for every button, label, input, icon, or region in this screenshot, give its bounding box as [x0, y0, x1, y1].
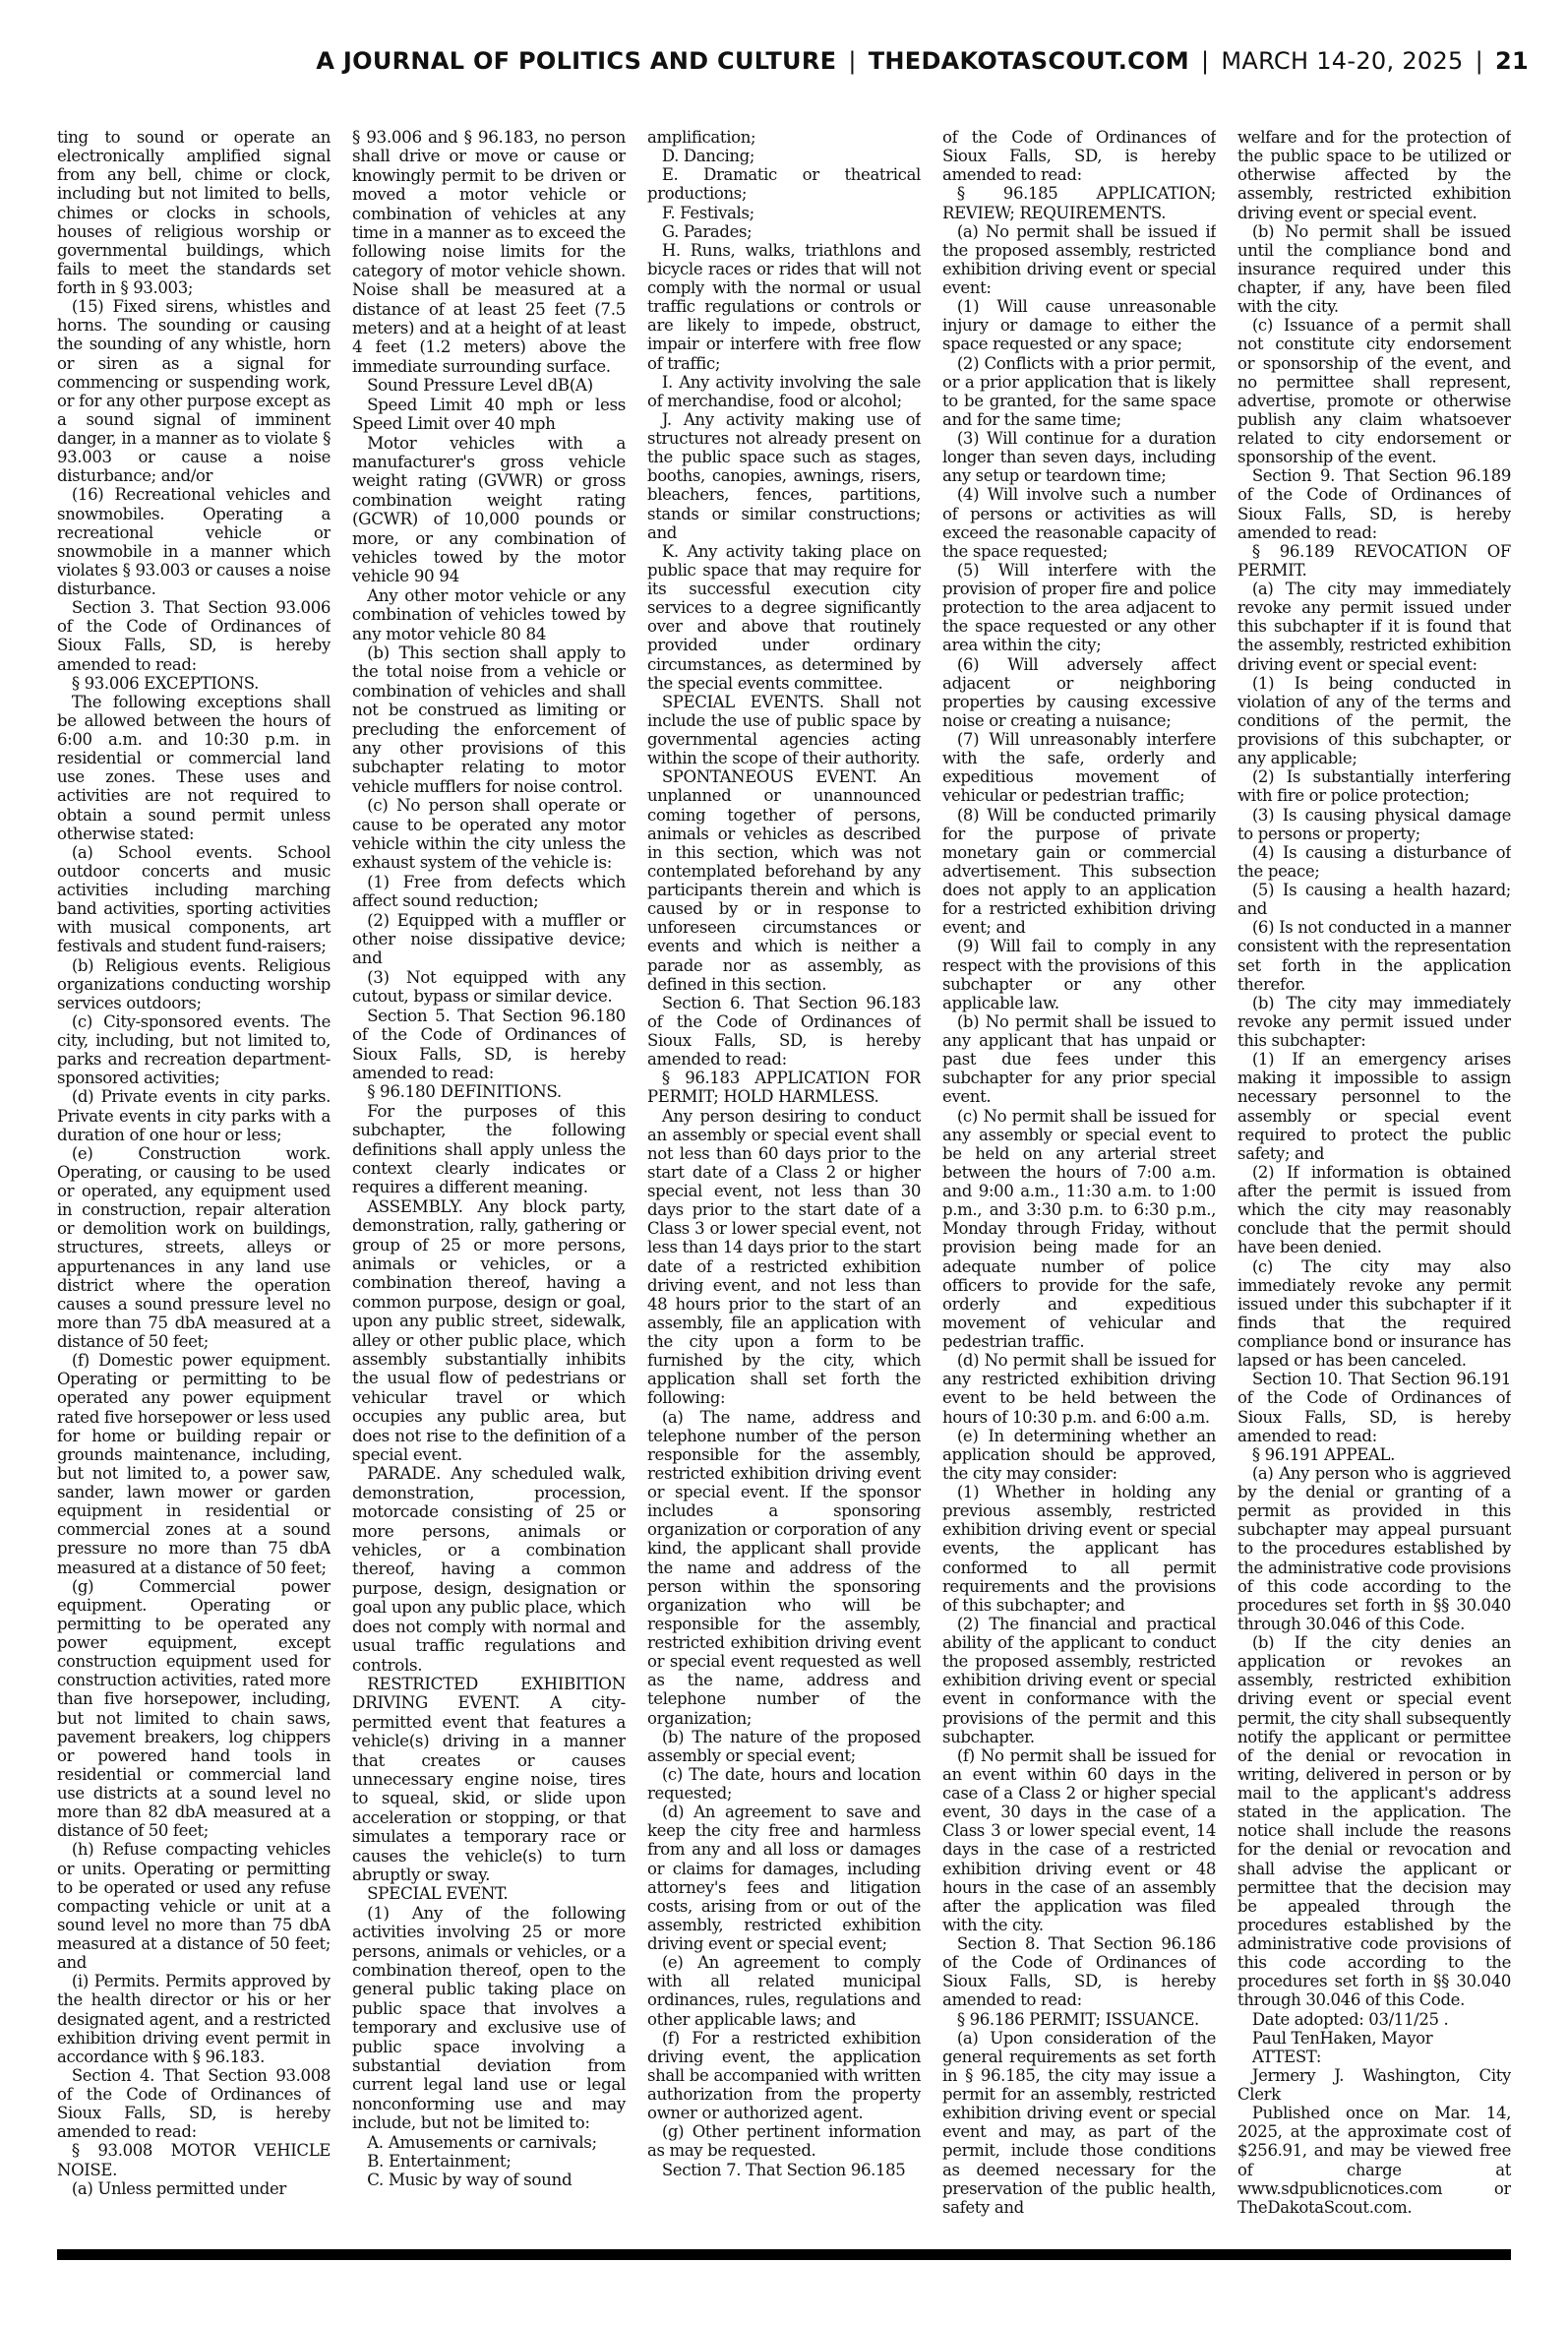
paragraph: ting to sound or operate an electronically amplified signal from any bell, chime or clock, including but not limited to bells, chimes or clocks in schools, houses of religious worship or governmental buildings, which fails to meet the standards set forth in § 93.003;	[57, 128, 331, 297]
paragraph: (2) If information is obtained after the permit is issued from which the city may reasonably conclude that the permit should have been denied.	[1237, 1162, 1511, 1257]
paragraph: (16) Recreational vehicles and snowmobiles. Operating a recreational vehicle or snowmobile in a manner which violates § 93.003 or causes a noise disturbance.	[57, 485, 331, 598]
paragraph: § 96.180 DEFINITIONS.	[367, 1081, 562, 1102]
paragraph: (3) Not equipped with any cutout, bypass or similar device.	[352, 966, 626, 1007]
paragraph: welfare and for the protection of the public space to be utilized or otherwise affected by the assembly, restricted exhibition driving event or special event.	[1237, 128, 1511, 222]
paragraph: (a) The city may immediately revoke any permit issued under this subchapter if it is found that the assembly, restricted exhibition driving event or special event:	[1237, 580, 1511, 674]
paragraph: (6) Is not conducted in a manner consistent with the representation set forth in the application therefor.	[1237, 918, 1511, 994]
paragraph: Date adopted: 03/11/25 .	[1251, 2009, 1449, 2029]
paragraph: § 93.006 and § 96.183, no person shall drive or move or cause or knowingly permit to be driven or moved a motor vehicle or combination of vehicles at any time in a manner as to exceed the following noise limits for the category of motor vehicle shown. Noise shall be measured at a distance of at least 25 feet (7.5 meters) and at a height of at least 4 feet (1.2 meters) above the immediate surrounding surface.	[352, 128, 626, 376]
paragraph: (a) Any person who is aggrieved by the denial or granting of a permit as provided in this subchapter may appeal pursuant to the procedures established by the administrative code provisions of this code according to the procedures set forth in §§ 30.040 through 30.046 of this Code.	[1237, 1463, 1511, 1633]
paragraph: (d) Private events in city parks. Private events in city parks with a duration of one hour or less;	[57, 1087, 331, 1144]
paragraph: § 96.186 PERMIT; ISSUANCE.	[956, 2009, 1199, 2029]
paragraph: I. Any activity involving the sale of merchandise, food or alcohol;	[647, 372, 921, 410]
paragraph: (e) Construction work. Operating, or causing to be used or operated, any equipment used in construction, repair alteration or demolition work on buildings, structures, streets, alleys or appurtenances in any land use district where the operation causes a sound pressure level no more than 75 dbA measured at a distance of 50 feet;	[57, 1143, 331, 1351]
paragraph: For the purposes of this subchapter, the following definitions shall apply unless the context clearly indicates or requires a different meaning.	[352, 1100, 626, 1197]
paragraph: (a) No permit shall be issued if the proposed assembly, restricted exhibition driving event or special event:	[942, 221, 1216, 297]
paragraph: (2) Is substantially interfering with fire or police protection;	[1237, 767, 1511, 806]
paragraph: Jermery J. Washington, City Clerk	[1237, 2065, 1511, 2104]
paragraph: of the Code of Ordinances of Sioux Falls, SD, is hereby amended to read:	[942, 128, 1216, 185]
paragraph: § 96.189 REVOCATION OF PERMIT.	[1237, 541, 1511, 580]
paragraph: SPONTANEOUS EVENT. An unplanned or unannounced coming together of persons, animals or vehicles as described in this section, which was not contemplated beforehand by any participants therein and which is caused by or in response to unforeseen circumstances or events and which is neither a parade nor as assembly, as defined in this section.	[647, 767, 921, 994]
paragraph: (4) Is causing a disturbance of the peace;	[1237, 842, 1511, 881]
paragraph: (f) Domestic power equipment. Operating or permitting to be operated any power equipment rated five horsepower or less used for home or building repair or grounds maintenance, including, but not limited to, a power saw, sander, lawn mower or garden equipment in residential or commercial zones at a sound pressure no more than 75 dbA measured at a distance of 50 feet;	[57, 1351, 331, 1577]
paragraph: (c) Issuance of a permit shall not constitute city endorsement or sponsorship of the event, and no permittee shall represent, advertise, promote or otherwise publish any claim whatsoever related to city endorsement or sponsorship of the event.	[1237, 316, 1511, 467]
paragraph: (f) For a restricted exhibition driving event, the application shall be accompanied with written authorization from the property owner or authorized agent.	[647, 2028, 921, 2123]
paragraph: (2) The financial and practical ability of the applicant to conduct the proposed assembly, restricted exhibition driving event or special event in conformance with the provisions of the permit and this subchapter.	[942, 1614, 1216, 1746]
paragraph: SPECIAL EVENT.	[367, 1883, 509, 1904]
paragraph: (d) An agreement to save and keep the city free and harmless from any and all loss or damages or claims for damages, including attorney's fees and litigation costs, arising from or out of the assembly, restricted exhibition driving event or special event;	[647, 1803, 921, 1953]
paragraph: § 96.185 APPLICATION; REVIEW; REQUIREMENTS.	[942, 184, 1216, 222]
paragraph: (c) No person shall operate or cause to be operated any motor vehicle within the city unless the exhaust system of the vehicle is:	[352, 795, 626, 873]
text-column-1	[57, 128, 331, 2233]
paragraph: RESTRICTED EXHIBITION DRIVING EVENT. A city-permitted event that features a vehicle(s) driving in a manner that creates or causes unnecessary engine noise, tires to squeal, skid, or slide upon acceleration or stopping, or that simulates a temporary race or causes the vehicle(s) to turn abruptly or sway.	[352, 1673, 626, 1884]
paragraph: Any person desiring to conduct an assembly or special event shall not less than 60 days prior to the start date of a Class 2 or higher special event, not less than 30 days prior to the start date of a Class 3 or lower special event, not less than 14 days prior to the start date of a restricted exhibition driving event, and not less than 48 hours prior to the start of an assembly, file an application with the city upon a form to be furnished by the city, which application shall set forth the following:	[647, 1106, 921, 1408]
paragraph: (c) City-sponsored events. The city, including, but not limited to, parks and recreation department-sponsored activities;	[57, 1011, 331, 1088]
paragraph: (e) In determining whether an application should be approved, the city may consider:	[942, 1426, 1216, 1483]
page-number: 21	[1495, 47, 1529, 75]
paragraph: § 93.008 MOTOR VEHICLE NOISE.	[57, 2141, 331, 2179]
paragraph: G. Parades;	[661, 221, 753, 241]
paragraph: (2) Conflicts with a prior permit, or a prior application that is likely to be granted, for the same space and for the same time;	[942, 353, 1216, 429]
paragraph: (1) Any of the following activities involving 25 or more persons, animals or vehicles, or a combination thereof, open to the general public taking place on public space that involves a temporary and exclusive use of public space involving a substantial deviation from current legal land use or legal nonconforming use and may include, but not be limited to:	[352, 1902, 626, 2133]
paragraph: A. Amusements or carnivals;	[367, 2131, 597, 2152]
paragraph: Paul TenHaken, Mayor	[1251, 2028, 1433, 2048]
journal-tagline: A JOURNAL OF POLITICS AND CULTURE	[316, 47, 837, 75]
paragraph: amplification;	[647, 128, 756, 147]
bottom-rule	[57, 2249, 1511, 2260]
paragraph: Section 7. That Section 96.185	[661, 2160, 906, 2179]
paragraph: (2) Equipped with a muffler or other noise dissipative device; and	[352, 909, 626, 968]
paragraph: (c) The city may also immediately revoke any permit issued under this subchapter if it finds that the required compliance bond or insurance has lapsed or has been canceled.	[1237, 1256, 1511, 1371]
paragraph: (3) Will continue for a duration longer than seven days, including any setup or teardown time;	[942, 429, 1216, 486]
paragraph: Section 8. That Section 96.186 of the Code of Ordinances of Sioux Falls, SD, is hereby amended to read:	[942, 1934, 1216, 2010]
paragraph: (4) Will involve such a number of persons or activities as will exceed the reasonable capacity of the space requested;	[942, 485, 1216, 561]
paragraph: § 96.191 APPEAL.	[1251, 1444, 1395, 1464]
paragraph: Any other motor vehicle or any combination of vehicles towed by any motor vehicle 80 84	[352, 584, 626, 643]
site-url[interactable]: THEDAKOTASCOUT.COM	[868, 47, 1189, 75]
paragraph: (c) No permit shall be issued for any assembly or special event to be held on any arterial street between the hours of 7:00 a.m. and 9:00 a.m., 11:30 a.m. to 1:00 p.m., and 3:30 p.m. to 6:30 p.m., Monday through Friday, without provision being made for an adequate number of police officers to provide for the safe, orderly and expeditious movement of vehicular and pedestrian traffic.	[942, 1106, 1216, 1351]
paragraph: Section 6. That Section 96.183 of the Code of Ordinances of Sioux Falls, SD, is hereby amended to read:	[647, 993, 921, 1070]
paragraph: (5) Is causing a health hazard; and	[1237, 881, 1511, 919]
paragraph: (b) The city may immediately revoke any permit issued under this subchapter:	[1237, 993, 1511, 1050]
paragraph: (g) Commercial power equipment. Operating or permitting to be operated any power equipment, except construction equipment used for construction activities, rated more than five horsepower, including, but not limited to chain saws, pavement breakers, log chippers or powered hand tools in residential or commercial land use districts at a sound level no more than 82 dbA measured at a distance of 50 feet;	[57, 1576, 331, 1841]
page-header	[0, 37, 1568, 89]
text-column-3	[647, 128, 921, 2233]
paragraph: (a) Unless permitted under	[71, 2178, 286, 2198]
paragraph: Motor vehicles with a manufacturer's gross vehicle weight rating (GVWR) or gross combination weight rating (GCWR) of 10,000 pounds or more, or any combination of vehicles towed by the motor vehicle 90 94	[352, 432, 626, 586]
paragraph: (b) If the city denies an application or revokes an assembly, restricted exhibition driving event or special event permit, the city shall subsequently notify the applicant or permittee of the denial or revocation in writing, delivered in person or by mail to the applicant's address stated in the application. The notice shall include the reasons for the denial or revocation and shall advise the applicant or permittee that the decision may be appealed through the procedures established by the administrative code provisions of this code according to the procedures set forth in §§ 30.040 through 30.046 of this Code.	[1237, 1633, 1511, 2010]
issue-date: MARCH 14-20, 2025	[1221, 47, 1464, 75]
paragraph: B. Entertainment;	[367, 2151, 512, 2172]
paragraph: (a) Upon consideration of the general requirements as set forth in § 96.185, the city may issue a permit for an assembly, restricted exhibition driving event or special event and may, as part of the permit, include those conditions as deemed necessary for the preservation of the public health, safety and	[942, 2028, 1216, 2217]
paragraph: ATTEST:	[1251, 2047, 1322, 2066]
paragraph: (d) No permit shall be issued for any restricted exhibition driving event to be held between the hours of 10:30 p.m. and 6:00 a.m.	[942, 1351, 1216, 1427]
paragraph: (b) No permit shall be issued to any applicant that has unpaid or past due fees under this subchapter for any prior special event.	[942, 1011, 1216, 1107]
paragraph: H. Runs, walks, triathlons and bicycle races or rides that will not comply with the normal or usual traffic regulations or controls or are likely to impede, obstruct, impair or interfere with free flow of traffic;	[647, 240, 921, 373]
paragraph: (f) No permit shall be issued for an event within 60 days in the case of a Class 2 or higher special event, 30 days in the case of a Class 3 or lower special event, 14 days in the case of a restricted exhibition driving event or 48 hours in the case of an assembly after the application was filed with the city.	[942, 1745, 1216, 1934]
text-column-2	[352, 128, 626, 2233]
paragraph: (1) If an emergency arises making it impossible to assign necessary personnel to the assembly or special event required to protect the public safety; and	[1237, 1050, 1511, 1163]
text-column-5	[1237, 128, 1511, 2233]
paragraph: Section 10. That Section 96.191 of the Code of Ordinances of Sioux Falls, SD, is hereby amended to read:	[1237, 1370, 1511, 1445]
paragraph: (e) An agreement to comply with all related municipal ordinances, rules, regulations and other applicable laws; and	[647, 1953, 921, 2029]
paragraph: (1) Will cause unreasonable injury or damage to either the space requested or any space;	[942, 297, 1216, 354]
text-column-4	[942, 128, 1216, 2233]
paragraph: (b) This section shall apply to the total noise from a vehicle or combination of vehicles and shall not be construed as limiting or precluding the enforcement of any other provisions of this subchapter relating to motor vehicle mufflers for noise control.	[352, 642, 626, 796]
paragraph: (g) Other pertinent information as may be requested.	[647, 2122, 921, 2161]
paragraph: SPECIAL EVENTS. Shall not include the use of public space by governmental agencies acting within the scope of their authority.	[647, 692, 921, 768]
paragraph: ASSEMBLY. Any block party, demonstration, rally, gathering or group of 25 or more persons, animals or vehicles, or a combination thereof, having a common purpose, design or goal, upon any public street, sidewalk, alley or other public place, which assembly substantially inhibits the usual flow of pedestrians or vehicular travel or which occupies any public area, but does not rise to the definition of a special event.	[352, 1195, 626, 1465]
paragraph: Section 9. That Section 96.189 of the Code of Ordinances of Sioux Falls, SD, is hereby amended to read:	[1237, 466, 1511, 542]
paragraph: F. Festivals;	[661, 203, 754, 222]
paragraph: Section 5. That Section 96.180 of the Code of Ordinances of Sioux Falls, SD, is hereby amended to read:	[352, 1005, 626, 1082]
paragraph: Sound Pressure Level dB(A)	[367, 375, 593, 396]
paragraph: E. Dramatic or theatrical productions;	[647, 165, 921, 204]
paragraph: (8) Will be conducted primarily for the purpose of private monetary gain or commercial advertisement. This subsection does not apply to an application for a restricted exhibition driving event; and	[942, 805, 1216, 938]
paragraph: (h) Refuse compacting vehicles or units. Operating or permitting to be operated or used any refuse compacting vehicle or unit at a sound level no more than 75 dbA measured at a distance of 50 feet; and	[57, 1840, 331, 1973]
paragraph: (c) The date, hours and location requested;	[647, 1764, 921, 1803]
paragraph: The following exceptions shall be allowed between the hours of 6:00 a.m. and 10:30 p.m. in residential or commercial land use zones. These uses and activities are not required to obtain a sound permit unless otherwise stated:	[57, 692, 331, 843]
paragraph: C. Music by way of sound	[367, 2170, 573, 2190]
paragraph: (1) Whether in holding any previous assembly, restricted exhibition driving event or special events, the applicant has conformed to all permit requirements and the provisions of this subchapter; and	[942, 1483, 1216, 1615]
paragraph: (15) Fixed sirens, whistles and horns. The sounding or causing the sounding of any whistle, horn or siren as a signal for commencing or suspending work, or for any other purpose except as a sound signal of imminent danger, in a manner as to violate § 93.003 or cause a noise disturbance; and/or	[57, 297, 331, 486]
paragraph: Section 3. That Section 93.006 of the Code of Ordinances of Sioux Falls, SD, is hereby amended to read:	[57, 598, 331, 674]
article-columns	[57, 128, 1511, 2233]
paragraph: (1) Free from defects which affect sound reduction;	[352, 871, 626, 911]
paragraph: Published once on Mar. 14, 2025, at the approximate cost of $256.91, and may be viewed free of charge at www.sdpublicnotices.com or TheDakotaScout.com.	[1237, 2104, 1511, 2217]
header-text: A JOURNAL OF POLITICS AND CULTURE | THEDAKOTASCOUT.COM | MARCH 14-20, 2025 | 21	[316, 47, 1529, 75]
paragraph: (a) School events. School outdoor concerts and music activities including marching band activities, sporting activities with musical components, art festivals and student fund-raisers;	[57, 842, 331, 956]
paragraph: (a) The name, address and telephone number of the person responsible for the assembly, restricted exhibition driving event or special event. If the sponsor includes a sponsoring organization or corporation of any kind, the applicant shall provide the name and address of the person within the sponsoring organization who will be responsible for the assembly, restricted exhibition driving event or special event requested as well as the name, address and telephone number of the organization;	[647, 1407, 921, 1728]
paragraph: (1) Is being conducted in violation of any of the terms and conditions of the permit, the provisions of this subchapter, or any applicable;	[1237, 673, 1511, 768]
paragraph: D. Dancing;	[661, 147, 755, 166]
paragraph: (b) Religious events. Religious organizations conducting worship services outdoors;	[57, 955, 331, 1012]
paragraph: (7) Will unreasonably interfere with the safe, orderly and expeditious movement of vehicular or pedestrian traffic;	[942, 730, 1216, 806]
paragraph: § 93.006 EXCEPTIONS.	[71, 673, 260, 693]
paragraph: Speed Limit 40 mph or less Speed Limit over 40 mph	[352, 394, 626, 434]
paragraph: PARADE. Any scheduled walk, demonstration, procession, motorcade consisting of 25 or more persons, animals or vehicles, or a combination thereof, having a common purpose, design, designation or goal upon any public place, which does not comply with normal and usual traffic regulations and controls.	[352, 1463, 626, 1675]
paragraph: (3) Is causing physical damage to persons or property;	[1237, 805, 1511, 843]
paragraph: § 96.183 APPLICATION FOR PERMIT; HOLD HARMLESS.	[647, 1069, 921, 1107]
paragraph: (5) Will interfere with the provision of proper fire and police protection to the area adjacent to the space requested or any other area within the city;	[942, 560, 1216, 655]
paragraph: Section 4. That Section 93.008 of the Code of Ordinances of Sioux Falls, SD, is hereby amended to read:	[57, 2065, 331, 2142]
paragraph: (b) The nature of the proposed assembly or special event;	[647, 1727, 921, 1765]
paragraph: (9) Will fail to comply in any respect with the provisions of this subchapter or any other applicable law.	[942, 937, 1216, 1012]
paragraph: (b) No permit shall be issued until the compliance bond and insurance required under this chapter, if any, have been filed with the city.	[1237, 221, 1511, 317]
paragraph: (6) Will adversely affect adjacent or neighboring properties by causing excessive noise or creating a nuisance;	[942, 654, 1216, 730]
paragraph: J. Any activity making use of structures not already present on the public space such as stages, booths, canopies, awnings, risers, bleachers, fences, partitions, stands or similar constructions; and	[647, 409, 921, 542]
paragraph: K. Any activity taking place on public space that may require for its successful execution city services to a degree significantly over and above that routinely provided under ordinary circumstances, as determined by the special events committee.	[647, 541, 921, 693]
paragraph: (i) Permits. Permits approved by the health director or his or her designated agent, and a restricted exhibition driving event permit in accordance with § 96.183.	[57, 1972, 331, 2066]
